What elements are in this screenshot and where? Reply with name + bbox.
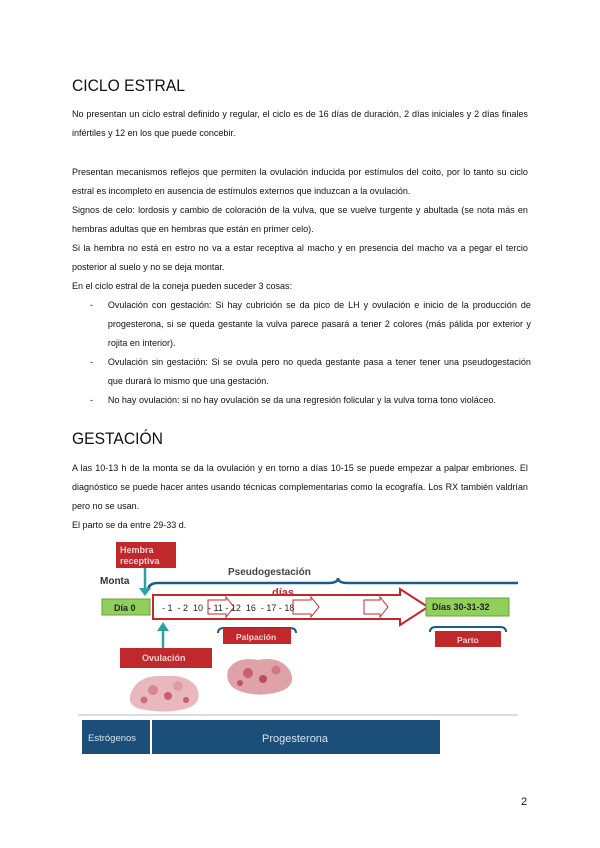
dia-0-label: Día 0	[114, 603, 136, 613]
paragraph: En el ciclo estral de la coneja pueden suceder 3 cosas:	[72, 281, 293, 292]
section-title-ciclo-estral: CICLO ESTRAL	[72, 76, 185, 95]
ovary-image	[130, 676, 199, 712]
paragraph: Signos de celo: lordosis y cambio de coloración de la vulva, que se vuelve turgente y abultada (se nota más en hembras adultas que en hembras que están en primer celo).	[72, 205, 528, 236]
hembra-receptiva-label-2: receptiva	[120, 556, 160, 566]
estrogenos-label: Estrógenos	[88, 733, 137, 744]
section-title-gestacion: GESTACIÓN	[72, 429, 163, 448]
hembra-receptiva-label-1: Hembra	[120, 545, 154, 555]
paragraph: A las 10-13 h de la monta se da la ovulación y en torno a días 10-15 se puede empezar a palpar embriones. El diagnóstico se puede hacer antes usando técnicas complementarias como la ecografía. Los RX también valdrían pero no se usan.	[72, 463, 528, 513]
paragraph: No presentan un ciclo estral definido y regular, el ciclo es de 16 días de duración, 2 días iniciales y 2 días finales infértiles y 12 en los que puede concebir.	[72, 109, 528, 140]
dias-final-label: Días 30-31-32	[432, 602, 490, 612]
arrow-up-icon	[157, 622, 169, 631]
dias-label: días	[272, 587, 295, 599]
parto-label: Parto	[457, 635, 479, 645]
pseudogestacion-bracket	[148, 578, 518, 591]
paragraph: El parto se da entre 29-33 d.	[72, 520, 187, 531]
monta-label: Monta	[100, 576, 130, 587]
list-item: - Ovulación con gestación: Si hay cubrición se da pico de LH y ovulación e inicio de la producción de progesterona, si se queda gestante la vulva parece pasará a tener 2 colores (más pálida por exterior y rojita en interior).	[90, 300, 531, 350]
list-item: - No hay ovulación: si no hay ovulación se da una regresión folicular y la vulva torna tono violáceo.	[90, 395, 496, 406]
arrow-down-icon	[139, 588, 151, 596]
palpacion-label: Palpación	[236, 632, 277, 642]
paragraph: Presentan mecanismos reflejos que permiten la ovulación inducida por estímulos del coito, por lo tanto su ciclo estral es incompleto en ausencia de estímulos externos que induzcan a la ovulación.	[72, 167, 528, 198]
ovary-image	[227, 659, 292, 695]
gestation-diagram	[78, 536, 518, 761]
pseudogestacion-label: Pseudogestación	[228, 567, 311, 578]
progesterona-label: Progesterona	[262, 733, 329, 745]
arrow-sequence: - 1 - 2 10 - 11 - 12 16 - 17 - 18	[162, 603, 295, 613]
page-number: 2	[521, 796, 528, 808]
list-item: - Ovulación sin gestación: Si se ovula pero no queda gestante pasa a tener tener una pseudogestación que durará lo mismo que una gestación.	[90, 357, 531, 388]
ovulacion-label: Ovulación	[142, 653, 186, 663]
paragraph: Si la hembra no está en estro no va a estar receptiva al macho y en presencia del macho va a pegar el tercio posterior al suelo y no se deja montar.	[72, 243, 528, 274]
